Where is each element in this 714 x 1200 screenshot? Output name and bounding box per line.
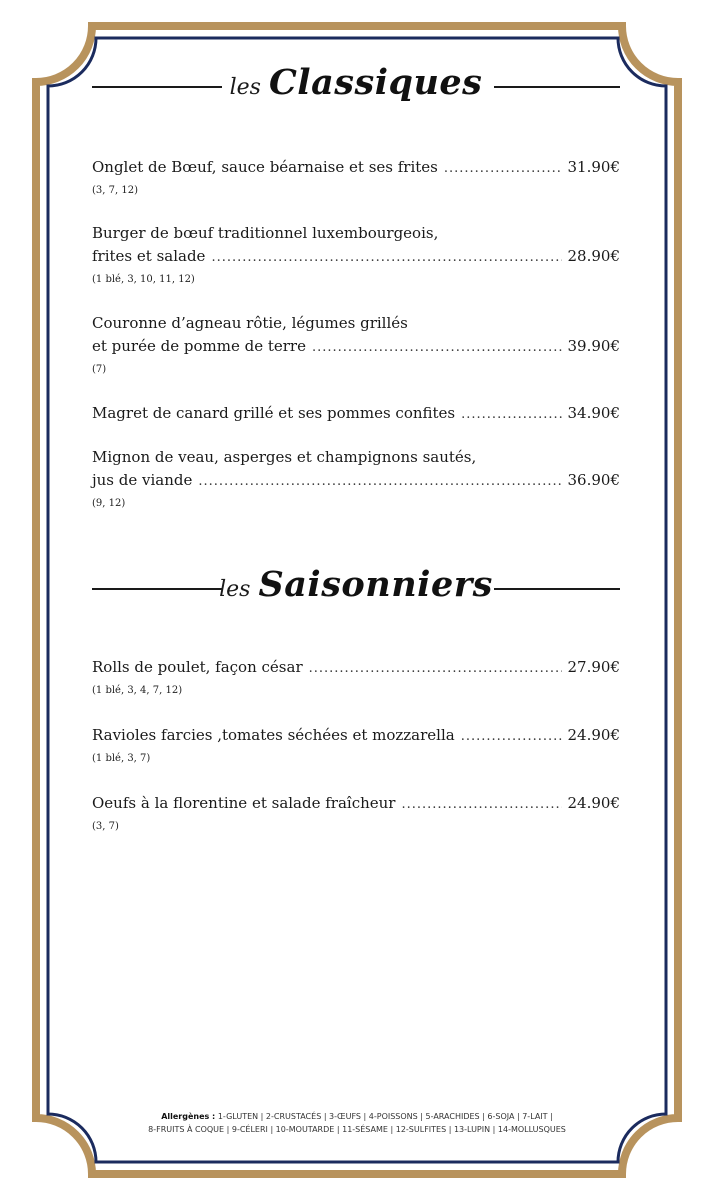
- leader-dots: [211, 246, 561, 269]
- item-name: Rolls de poulet, façon césar: [92, 658, 303, 676]
- item-price: 31.90€: [567, 158, 620, 176]
- item-price: 24.90€: [567, 726, 620, 744]
- item-name: Ravioles farcies ,tomates séchées et mozzarella: [92, 726, 455, 744]
- menu-item: [92, 156, 620, 198]
- item-price: 27.90€: [567, 658, 620, 676]
- leader-dots: [309, 657, 562, 680]
- section-heading: Saisonniers: [258, 564, 493, 605]
- item-name: jus de viande: [92, 471, 193, 489]
- item-name-line1: Burger de bœuf traditionnel luxembourgeois,: [92, 224, 439, 242]
- leader-dots: [312, 336, 562, 359]
- leader-dots: [401, 793, 561, 816]
- item-price: 34.90€: [567, 404, 620, 422]
- leader-dots: [444, 157, 562, 180]
- item-allergens: (7): [92, 364, 107, 375]
- item-name-line1: Couronne d’agneau rôtie, légumes grillés: [92, 314, 408, 332]
- item-name: frites et salade: [92, 247, 206, 265]
- item-price: 36.90€: [567, 471, 620, 489]
- section-title-saisonniers: [92, 564, 620, 614]
- item-price: 28.90€: [567, 247, 620, 265]
- item-name-line1: Mignon de veau, asperges et champignons sautés,: [92, 448, 477, 466]
- section-prefix: les: [229, 75, 261, 100]
- leader-dots: [198, 470, 561, 493]
- item-allergens: (3, 7): [92, 821, 119, 832]
- allergen-legend-line2: 8-FRUITS À COQUE | 9-CÉLERI | 10-MOUTARDE | 11-SÉSAME | 12-SULFITES | 13-LUPIN | 14-MOLLUSQUES: [148, 1125, 566, 1134]
- section-heading: Classiques: [268, 62, 483, 103]
- allergen-legend: [92, 1110, 622, 1136]
- menu-item: [92, 312, 620, 377]
- section-prefix: les: [219, 577, 251, 602]
- item-allergens: (1 blé, 3, 4, 7, 12): [92, 685, 183, 696]
- item-name: Oeufs à la florentine et salade fraîcheur: [92, 794, 396, 812]
- item-name: Magret de canard grillé et ses pommes confites: [92, 404, 456, 422]
- item-price: 39.90€: [567, 337, 620, 355]
- item-price: 24.90€: [567, 794, 620, 812]
- leader-dots: [461, 725, 562, 748]
- menu-item: [92, 656, 620, 698]
- menu-item: [92, 222, 620, 287]
- item-name: Onglet de Bœuf, sauce béarnaise et ses frites: [92, 158, 438, 176]
- item-allergens: (9, 12): [92, 498, 126, 509]
- item-allergens: (1 blé, 3, 7): [92, 753, 151, 764]
- menu-item: [92, 724, 620, 766]
- allergen-legend-line1: 1-GLUTEN | 2-CRUSTACÉS | 3-ŒUFS | 4-POISSONS | 5-ARACHIDES | 6-SOJA | 7-LAIT |: [217, 1112, 553, 1121]
- item-allergens: (3, 7, 12): [92, 185, 138, 196]
- menu-item: [92, 446, 620, 511]
- menu-item: [92, 792, 620, 834]
- leader-dots: [461, 403, 561, 426]
- item-allergens: (1 blé, 3, 10, 11, 12): [92, 274, 195, 285]
- allergen-legend-label: Allergènes :: [161, 1112, 216, 1121]
- section-title-classiques: [92, 62, 620, 112]
- item-name: et purée de pomme de terre: [92, 337, 306, 355]
- menu-item: [92, 402, 620, 426]
